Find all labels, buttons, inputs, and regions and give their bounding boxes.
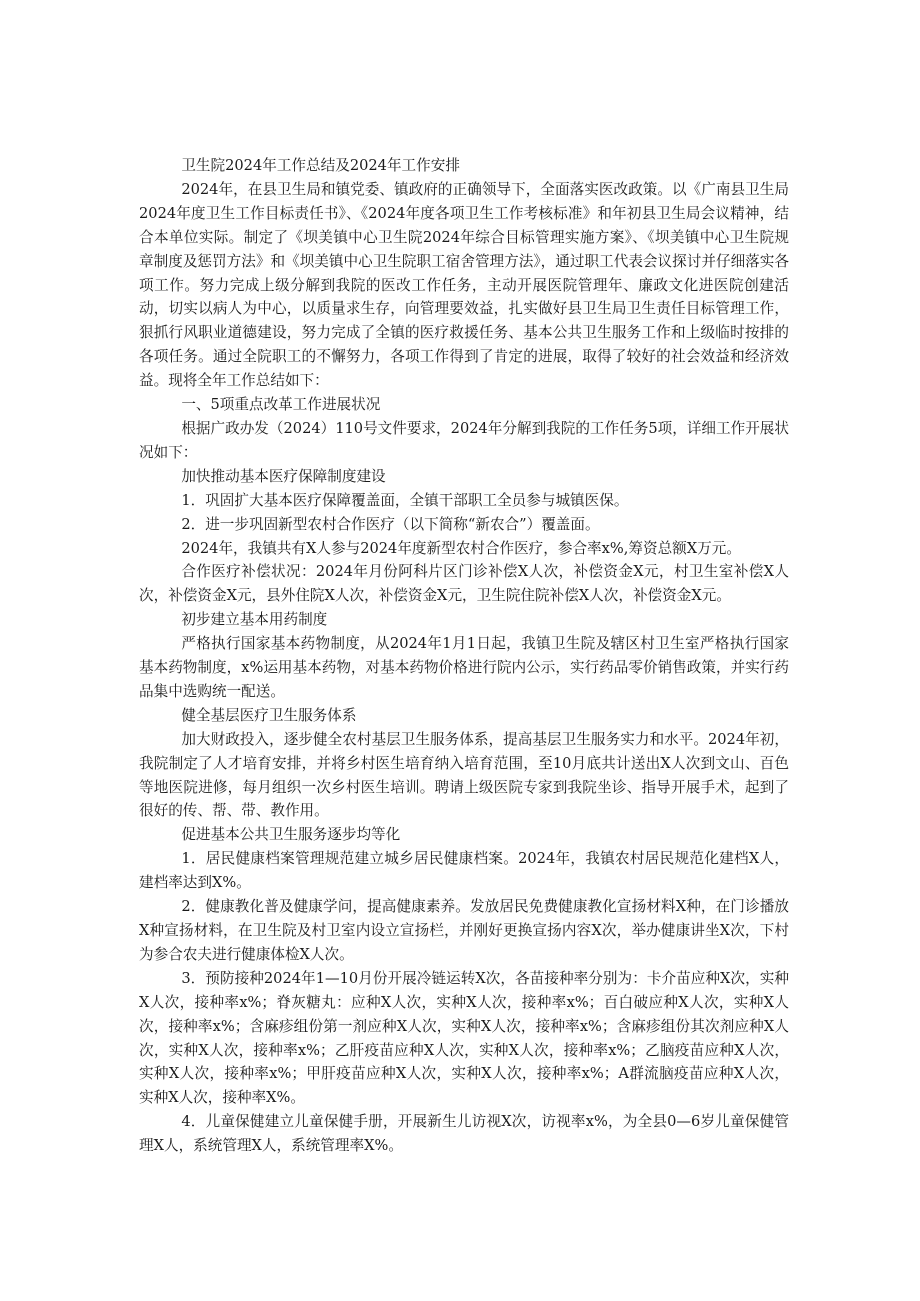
intro-paragraph: 2024年，在县卫生局和镇党委、镇政府的正确领导下，全面落实医改政策。以《广南县卫生局2024年度卫生工作目标责任书》、《2024年度各项卫生工作考核标准》和年初县卫生局会议精神，结合本单位实际。制定了《坝美镇中心卫生院2024年综合目标管理实施方案》、《坝美镇中心卫生院规章制度及惩罚方法》和《坝美镇中心卫生院职工宿舍管理方法》，通过职工代表会议探讨并仔细落实各项工作。努力完成上级分解到我院的医改工作任务，主动开展医院管理年、廉政文化进医院创建活动，切实以病人为中心，以质量求生存，向管理要效益，扎实做好县卫生局卫生责任目标管理工作，狠抓行风职业道德建设，努力完成了全镇的医疗救援任务、基本公共卫生服务工作和上级临时按排的各项任务。通过全院职工的不懈努力，各项工作得到了肯定的进展，取得了较好的社会效益和经济效益。现将全年工作总结如下： (139, 180, 789, 390)
paragraph: 合作医疗补偿状况：2024年月份阿科片区门诊补偿X人次，补偿资金X元，村卫生室补偿X人次，补偿资金X元，县外住院X人次，补偿资金X元，卫生院住院补偿X人次，补偿资金X元。 (139, 563, 789, 605)
list-item: 1．居民健康档案管理规范建立城乡居民健康档案。2024年，我镇农村居民规范化建档X人，建档率达到X%。 (139, 850, 789, 892)
paragraph: 严格执行国家基本药物制度，从2024年1月1日起，我镇卫生院及辖区村卫生室严格执行国家基本药物制度，x%运用基本药物，对基本药物价格进行院内公示，实行药品零价销售政策，并实行药品集中选购统一配送。 (139, 635, 789, 700)
list-item: 1．巩固扩大基本医疗保障覆盖面，全镇干部职工全员参与城镇医保。 (181, 491, 629, 509)
paragraph: 根据广政办发（2024）110号文件要求，2024年分解到我院的工作任务5项，详细工作开展状况如下： (139, 419, 789, 461)
subsection-heading: 健全基层医疗卫生服务体系 (181, 706, 357, 724)
paragraph: 加大财政投入，逐步健全农村基层卫生服务体系，提高基层卫生服务实力和水平。2024年初，我院制定了人才培育安排，并将乡村医生培育纳入培育范围，至10月底共计送出X人次到文山、百色等地医院进修，每月组织一次乡村医生培训。聘请上级医院专家到我院坐诊、指导开展手术，起到了很好的传、帮、带、教作用。 (139, 730, 789, 820)
document-title: 卫生院2024年工作总结及2024年工作安排 (181, 157, 460, 174)
section-heading: 一、5项重点改革工作进展状况 (181, 396, 381, 414)
document-body (139, 154, 789, 1158)
list-item: 3．预防接种2024年1—10月份开展冷链运转X次，各苗接种率分别为：卡介苗应种X次，实种X人次，接种率x%；脊灰糖丸：应种X人次，实种X人次，接种率x%；百白破应种X人次，实种X人次，接种率x%；含麻疹组份第一剂应种X人次，实种X人次，接种率x%；含麻疹组份其次剂应种X人次，实种X人次，接种率x%；乙肝疫苗应种X人次，实种X人次，接种率x%；乙脑疫苗应种X人次，实种X人次，接种率x%；甲肝疫苗应种X人次，实种X人次，接种率x%；A群流脑疫苗应种X人次，实种X人次，接种率X%。 (139, 969, 789, 1107)
paragraph: 2024年，我镇共有X人参与2024年度新型农村合作医疗，参合率x%,筹资总额X万元。 (181, 539, 741, 557)
list-item: 2．健康教化普及健康学问，提高健康素养。发放居民免费健康教化宣扬材料X种，在门诊播放X种宣扬材料，在卫生院及村卫室内设立宣扬栏，并刚好更换宣扬内容X次，举办健康讲坐X次，下村为参合农夫进行健康体检X人次。 (139, 898, 789, 963)
list-item: 4．儿童保健建立儿童保健手册，开展新生儿访视X次，访视率x%，为全县0—6岁儿童保健管理X人，系统管理X人，系统管理率X%。 (139, 1113, 789, 1155)
subsection-heading: 促进基本公共卫生服务逐步均等化 (181, 826, 401, 844)
subsection-heading: 初步建立基本用药制度 (181, 611, 328, 629)
list-item: 2．进一步巩固新型农村合作医疗（以下简称“新农合”）覆盖面。 (181, 515, 600, 533)
subsection-heading: 加快推动基本医疗保障制度建设 (181, 467, 386, 485)
